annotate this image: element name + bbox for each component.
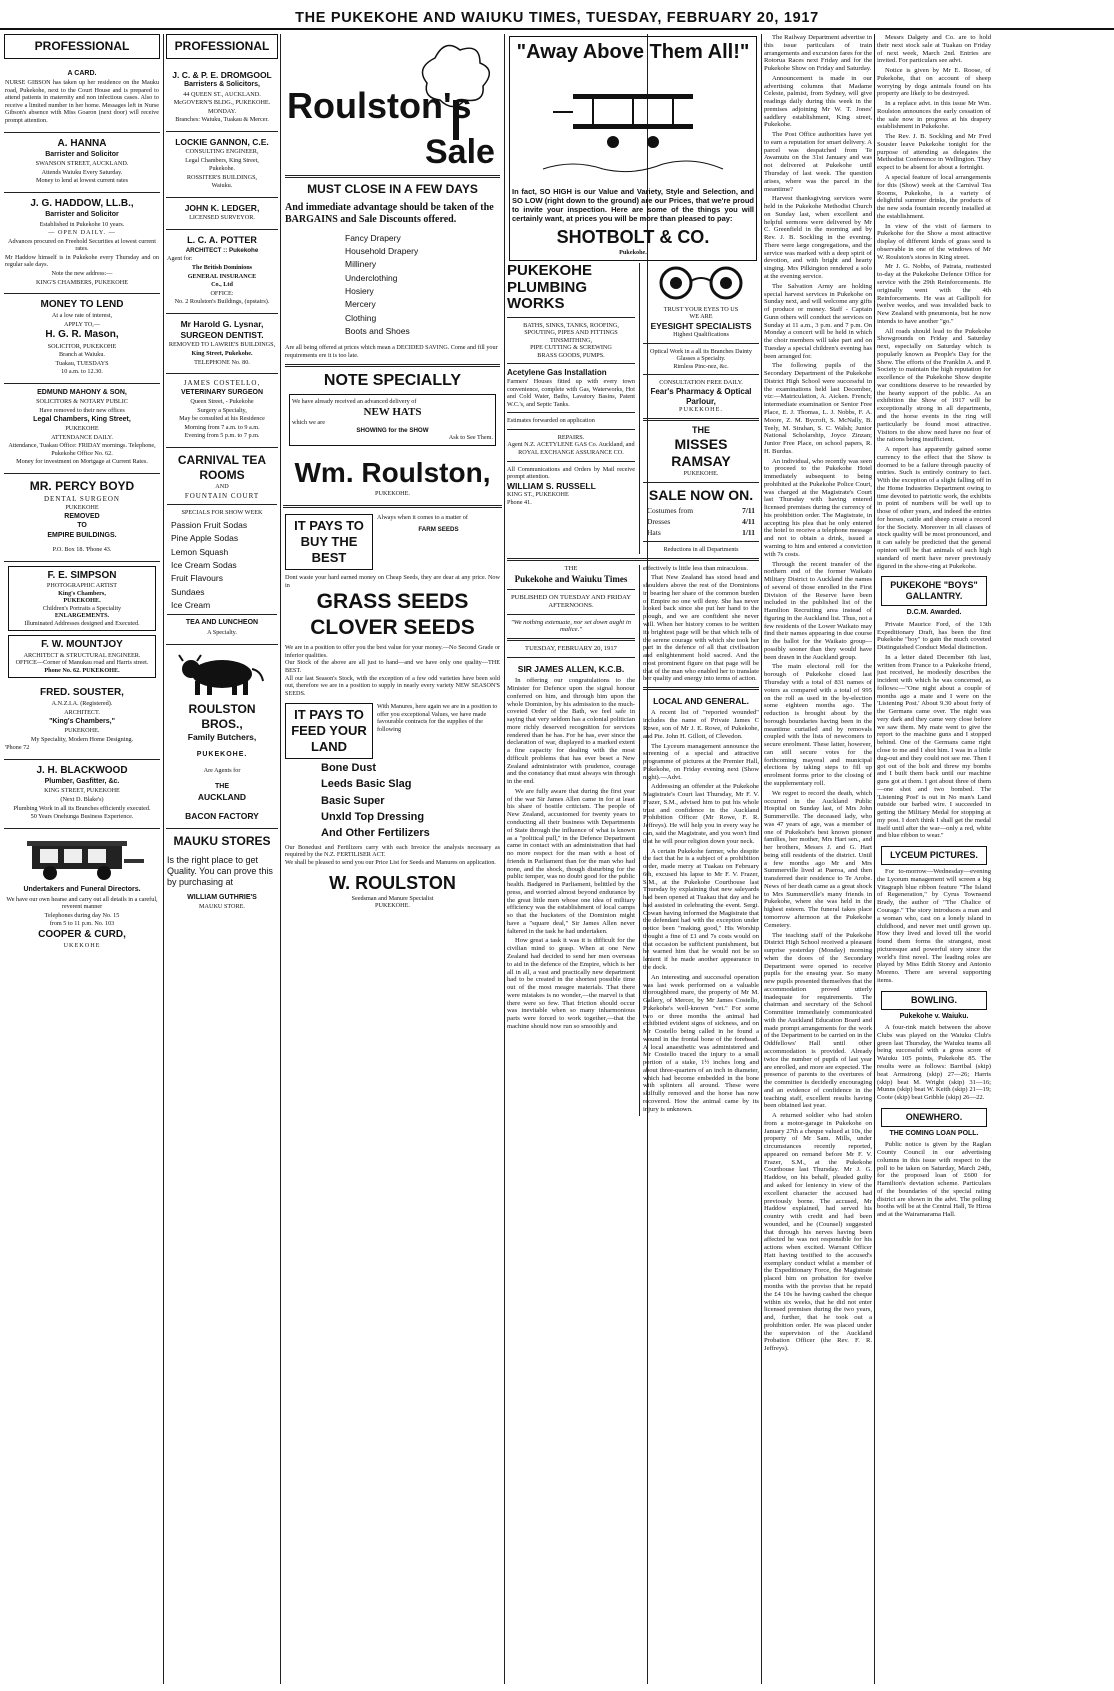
- column-rule: [504, 34, 505, 1684]
- spectacles-icon: [646, 263, 756, 303]
- price-row: Costumes from 7/11: [647, 505, 755, 515]
- ad-potter: L. C. A. POTTER ARCHITECT :: Pukekohe Agent for: The British Dominions GENERAL INSURANCE Co., Ltd OFFICE: No. 2 Roulston's Buildings, (upstairs).: [166, 230, 278, 314]
- ad-mauku-stores: MAUKU STORES Is the right place to get Quality. You can prove this by purchasing at WILLIAM GUTHRIE'S MAUKU STORE.: [167, 834, 273, 911]
- ad-shotbolt: "Away Above Them All!" In fact, SO HIGH is our Value and Variety, Style and Selection, and SO LOW (right down to the ground) are our Prices, that we're proud to invite your inspection. Here are some of the things you will certainly want, at prices you will be more than pleased to pay: SHOTBOLT & CO. Pukekohe.: [509, 36, 757, 261]
- article-heading: PUKEKOHE "BOYS" GALLANTRY.: [881, 576, 987, 606]
- list-item: Passion Fruit Sodas: [171, 519, 248, 530]
- list-item: Basic Super: [321, 794, 385, 807]
- ad-mahony: EDMUND MAHONY & SON, SOLICITORS & NOTARY PUBLIC Have removed to their new offices Legal Chambers, King Street, PUKEKOHE ATTENDANCE DAILY. Attendance, Tuakau Office: FRIDAY mornings. Telephone, Pukekohe Office No. 62. Money for investment on Mortgage at Current Rates.: [4, 384, 160, 474]
- drapery-items: [285, 233, 500, 337]
- section-header: PROFESSIONAL: [166, 34, 278, 59]
- list-item: Lemon Squash: [171, 546, 229, 557]
- list-item: Fruit Flavours: [171, 573, 223, 584]
- ad-mason: MONEY TO LEND At a low rate of interest, APPLY TO,— H. G. R. Mason, SOLICITOR, PUKEKOHE Branch at Waiuku. Tuakau, TUESDAYS 10 a.m. to 12.30.: [4, 294, 160, 384]
- list-item: Ice Cream Sodas: [171, 560, 237, 571]
- list-item: Underclothing: [345, 272, 398, 283]
- ad-nurse-gibson: A CARD. NURSE GIBSON has taken up her residence on the Mauku road, Pukekohe, next to the Court House and is prepared to attend patients in maternity and non infectious cases. Also to receive a limited number in her home. Messages left in Nurse Gibson's absence with Miss Goaron (next door) will receive prompt attention.: [4, 65, 160, 133]
- list-item: Fancy Drapery: [345, 232, 401, 243]
- list-item: Mercery: [345, 299, 376, 310]
- list-item: Ice Cream: [171, 600, 211, 611]
- ad-hanna: A. HANNA Barrister and Solicitor SWANSON STREET, AUCKLAND. Attends Waiuku Every Saturday. Money to lend at lowest current rates: [4, 133, 160, 193]
- column-roulston: [283, 34, 502, 1684]
- ad-souster: FRED. SOUSTER, A.N.Z.I.A. (Registered). ARCHITECT. "King's Chambers," PUKEKOHE. My Speciality, Modern Home Designing. 'Phone 72: [4, 682, 160, 760]
- ad-gannon: LOCKIE GANNON, C.E. CONSULTING ENGINEER, Legal Chambers, King Street, Pukekohe. ROSSITER'S BUILDINGS, Waiuku.: [166, 132, 278, 198]
- hearse-icon: [12, 833, 152, 883]
- roulston-title: Roulston's: [287, 85, 472, 126]
- article-heading: SIR JAMES ALLEN, K.C.B.: [517, 663, 625, 674]
- ad-boyd: MR. PERCY BOYD DENTAL SURGEON PUKEKOHE REMOVED TO EMPIRE BUILDINGS. P.O. Box 18. 'Phone 43.: [4, 474, 160, 562]
- ad-mountjoy: F. W. MOUNTJOY ARCHITECT & STRUCTURAL ENGINEER. OFFICE—Corner of Manukau road and Harris street. Phone No. 62. PUKEKOHE.: [8, 635, 156, 678]
- list-item: Bone Dust: [321, 761, 376, 774]
- ad-roulston-sale: Roulston's Sale MUST CLOSE IN A FEW DAYS And immediate advantage should be taken of the BARGAINS and Sale Discounts offered. Fancy Drapery Household Drapery Millinery Underclothing Hosiery Mercery Clothing Boots and Shoes Are all being offered at prices which mean a DECIDED SAVING. Come and fill your requirements ere it is too late. NOTE SPECIALLY We have already received an advanced delivery of NEW HATS which we are SHOWING for the SHOW Ask to See Them. Wm. Roulston, PUKEKOHE.: [283, 34, 502, 501]
- list-item: Unxld Top Dressing: [321, 811, 425, 824]
- price-row: Dresses 4/11: [647, 516, 755, 526]
- ad-plumbing: PUKEKOHE PLUMBING WORKS BATHS, SINKS, TANKS, ROOFING, SPOUTING, PIPES AND FITTINGS TINSMITHING, PIPE CUTTING & SCREWING BRASS GOODS, PUMPS. Acetylene Gas Installation Farmers' Houses fitted up with every town convenience, complete with Gas, Waterworks, Hot and Cold Water, Baths, Lavatory Basins, Patent W.C.'s, and Septic Tanks. Estimates forwarded on application REPAIRS. Agent N.Z. ACETYLENE GAS Co. Auckland, and ROYAL EXCHANGE ASSURANCE CO. All Communications and Orders by Mail receive prompt attention. WILLIAM S. RUSSELL KING ST., PUKEKOHE Phone 41.: [507, 262, 635, 506]
- list-item: And Other Fertilizers: [321, 827, 430, 840]
- column-professional-1: [4, 34, 160, 1684]
- ad-dromgool: J. C. & P. E. DROMGOOL Barristers & Solicitors, 44 QUEEN ST., AUCKLAND. McGOVERN'S BLDG., PUKEKOHE. MONDAY. Branches: Waiuku, Tuakau & Mercer.: [166, 65, 278, 132]
- carnival-items: [167, 520, 277, 611]
- column-shotbolt-times: [507, 34, 759, 1684]
- article-heading: LOCAL AND GENERAL.: [653, 696, 749, 707]
- column-news-1: The Railway Department advertise in this issue particulars of train arrangements and excursion fares for the Rotorua Races next Friday and for the Pukekohe Show on Friday and Saturday. Announcement is made in our advertising columns that Madame Celeste, palmist, from Sydney, will give readings daily during this week in the premises adjoining Mr W. T. Jones' saddlery establishment, King street, Pukekohe. The Post Office authorities have yet to earn a reputation for smart delivery. A parcel was despatched from Te Awamutu on the 31st January and was not delivered at Pukekohe until Thursday of last week. The question arises, where was the parcel in the meantime? Harvest thanksgiving services were held in the Pukekohe Methodist Church on Sunday last, when excellent and helpful sermons were delivered by Mr C. Greenfield in the morning and by Rev. J. B. Sockling in the evening. There were large congregations, and the service was marked with a deep spirit of devotion, and with bright and hearty singing. Mrs Pilkington rendered a solo at the evening service. The Salvation Army are holding special harvest services in Pukekohe on Sunday next, and will welcome any gifts of produce or money. Staff - Captain Gunn others will conduct the services on Sunday at 11 a.m., 3 p.m. and 7 p.m. On Monday a concert will be held in which the choir members will take part and on Tuesday a special children's evening has been arranged for. The following pupils of the Secondary Department of the Pukekohe District High School were successful in the examinations held last December, viz:—Matriculation, A. Aicken. French; intermediate examination or Senior Free Place, E. J. Thomas, L. J. Nobbs, F. A. Moore, Z. M. Bycroft, S. McNally, B. Teely, M. Strahan, S. C. Walsh; Junior National Scholarship, Joyce Zinzan; Junior Free Place, on school papers, R. H. Burdus. An individual, who recently was seen to proceed to the Pukekohe Hotel immediately subsequent to being prohibited at the Pukekohe Police Court, was charged at the Magistrate's Court last Thursday with having entered licensed premises during the currency of his prohibition order. The Magistrate, in accepting his plea that he only entered the hotel to receive a telephone message and not to obtain a drink, issued a warning to him and entered a conviction with 7s costs. Through the recent transfer of the northern end of the former Waikato Military District to Auckland the names of several of those enrolled in the First Division of the Reserve have been included in the published list of the Hamilton Recruiting area instead of figuring in the Auckland list. Thus, not a few residents of the Lower Waikato may find their names appearing in due course in the ballot for the Waikato group—possibly sooner than they would have been drawn in the Auckland group. The main electoral roll for the borough of Pukekohe closed last Thursday with a total of 831 names of voters as compared with a total of 995 on the roll as used in the by-election some eighteen months ago. The reduction is brought about by the borough boundaries having been in the meantime curtailed and by removals coupled with the lists of newcomers to secure enrolment. These latter, however, can still secure votes for the forthcoming mayoral and municipal elections by taking steps to fill up enrolment forms prior to the closing of the supplementary roll. We regret to record the death, which occurred in the Auckland Public Hospital on Sunday last, of Mrs John Summerville. The deceased lady, who was 47 years of age, was a member of one of Pukekohe's best known pioneer families, her mother, Mrs Hart sen., and her brothers, Messrs J. and G. Hart being still residents of the district. Until a few months ago Mr and Mrs Summerville lived at Paeroa, and then transferred their residence to Te Arobe. News of her death came as a great shock to Mrs Summerville's many friends in Pukekohe, where she was held in the highest esteem. The funeral takes place tomorrow afternoon at the Pukekohe Cemetery. The teaching staff of the Pukekohe District High School received a pleasant surprise yesterday (Monday) morning when the doors of the Secondary Department were opened to receive pupils for the ensuing year. So many new pupils presented themselves that the accommodation proved utterly inadequate for requirements. The chairman and secretary of the School Committee immediately communicated with the Auckland Education Board and made prompt arrangements for the work of the Department to be carried on in the Oddfellows' Hall until other accommodation is provided. Already twice the number of pupils of last year are enrolled, and more are expected. The presence of parents to the overtures of the committee is decidedly encouraging and an evidence of confidence in the teaching staff, excellent results having been obtained last year. A returned soldier who had stolen from a motor-garage in Pukekohe on January 27th a cheque valued at 10s, the property of Mr Sam. Mills, under circumstances recently reported, appeared on remand before Mr F. V. Frazer, S.M., at the Pukekohe Courthouse last Thursday. Mr J. G. Haddow, on his behalf, pleaded guilty and asked for leniency in view of the excellent character the accused had previously borne. The accused, Mr Haddow explained, had served his country with credit and had been wounded, and he (Counsel) suggested that through his nerves having been affected he was not responsible for his actions when excited. Warrant Officer Hatt having testified to the accused's exemplary conduct whilst a member of the Expeditionary Force, the Magistrate placed him on probation for twelve months with the proviso that he repaid the £4 10s he having cashed the cheque within six weeks, that he did not enter licensed premises during the two years, and, further, that he took out a prohibition order. He was placed under the supervision of the Auckland Probation Officer (the Rev. F. R. Jeffreys).: [764, 34, 872, 1353]
- column-rule: [163, 34, 164, 1684]
- ad-cooper-curd: Undertakers and Funeral Directors. We have our own hearse and carry out all details in a careful, reverent manner Telephones during day No. 15 from 5 to 11 p.m. No. 103 COOPER & CURD, UKEKOHE: [4, 829, 160, 957]
- fertilizer-items: [285, 762, 500, 841]
- list-item: Boots and Shoes: [345, 326, 410, 337]
- column-rule: [874, 34, 875, 1684]
- article-heading: BOWLING.: [881, 991, 987, 1010]
- article-heading: LYCEUM PICTURES.: [881, 846, 987, 865]
- list-item: Clothing: [345, 312, 377, 323]
- bull-icon: [177, 649, 267, 699]
- ad-costello: JAMES COSTELLO, VETERINARY SURGEON Queen Street, - Pukekohe Surgery a Specialty, May be consulted at his Residence Morning from 7 a.m. to 9 a.m. Evening from 5 p.m. to 7 p.m.: [166, 374, 278, 448]
- list-item: Hosiery: [345, 285, 374, 296]
- ad-haddow: J. G. HADDOW, LL.B., Barrister and Solicitor Established in Pukekohe 10 years. — OPEN DAILY. — Advances procured on Freehold Securities at lowest current rates. Mr Haddow himself is in Pukekohe every Thursday and on regular sale days. Note the new address:— KING'S CHAMBERS, PUKEKOHE: [4, 193, 160, 294]
- price-row: Hats 1/11: [647, 527, 755, 537]
- ad-roulston-bros: ROULSTON BROS., Family Butchers, PUKEKOHE. Are Agents for THE AUCKLAND BACON FACTORY: [166, 645, 278, 829]
- column-news-2: Messrs Dalgety and Co. are to hold their next stock sale at Tuakau on Friday of next week, March 2nd. Entries are invited. For particulars see advt. Notice is given by Mr E. Roose, of Pukekohe, that on account of sheep worrying by dogs animals found on his property are likely to be destroyed. In a replace advt. in this issue Mr Wm. Roulston announces the early cessation of the sale now in progress at his drapery establishment in Pukekohe. The Rev. J. B. Sockling and Mr Fred Souster leave Pukekohe tonight for the purpose of attending as delegates the Methodist Conference in Wellington. They expect to be absent for about a fortnight. A special feature of local arrangements for this (Show) week at the Carnival Tea Rooms, Pukekohe, is a variety of delightful summer drinks, the products of the new soda fountain recently installed at the establishment. In view of the visit of farmers to Pukekohe for the Show a most attractive display of different kinds of grass seed is observable in one of the windows of Mr W. Roulston's stores in King street. Mr J. G. Nobbs, of Patrata, reattested to-day at the Pukekohe Defence Office for service with the 29th Reinforcements. He originally went with the 4th Reinforcements. He was at Gallipoli for twelve weeks, and was invalided back to New Zealand with pneumonia, but he now intends to have another "go." All roads should lead to the Pukekohe Showgrounds on Friday and Saturday next, especially on Saturday which is popularly known as People's Day for the Show. The efforts of the Franklin A. and P. Society to maintain the high reputation for excellence of the Pukekohe Show despite war conditions deserve to be rewarded by the hearty support of the public. As an exhibition the Show of 1917 will be exceptionally strong in all departments, and the horse events in the ring will particularly be found most attractive. Visitors to the show need have no fear of the rations being insufficient. A report has apparently gained some currency to the effect that the Show is doomed to be a failure through paucity of entries. Such is entirely contrary to fact. With the exception of a slight falling off in the Home Industries Department owing to time devoted to patriotic work, the exhibits in point of numbers will be well up to those of other years, and indeed the entries for horses, cattle and sheep create a record for the Society. Moreover in all classes of stock quality will be most pronounced, and it can safely be predicted that the general opinion will be that animals of such high standard of merit have never previously figured in the show-ring at Pukekohe. PUKEKOHE "BOYS" GALLANTRY. D.C.M. Awarded. Private Maurice Ford, of the 13th Expeditionary Draft, has been the first Pukekohe "boy" to gain the much coveted Distinguished Conduct Medal distinction. In a letter dated December 6th last, written from France to a Pukekohe friend, just received, he modestly describes the incident with which he was concerned, as follows:—"One night about a couple of months ago a mate and I were on the 'Listening Post.' About 9.30 about forty of the Germans came over. The night was very dark and they came very close before we saw them. My mate went to give the report to the machine guns and I stopped behind. One of the Germans came right close to me and I shot him. I was in a little dug-out and they could not see me. Then I got out of the bolt and threw my bombs and I built them back until our machine guns got at them. I got about three of them—one shot and two bombed. The 'Listening Post' is out in No man's Land outside our barbed wire. I succeeded in getting the Military Medal for stopping at my post. I don't think I shall get the medal itself until after the war—only a red, white and blue ribbon to wear." LYCEUM PICTURES. For to-morrow—Wednesday—evening the Lyceum management will screen a big Vitagraph blue ribbon feature "The Island of Regeneration," by Cyrus Townsend Brady, the author of "The Chalice of Courage." The story introduces a man and a woman who, cast on a lonely island in childhood, and never met until grown up. How they lived and loved till the world found them forms the strangest, most picturesque and powerful story since the world's first novel. The leading roles are played by Miss Edith Storey and Antonio Moreno. There are several supporting items. BOWLING. Pukekohe v. Waiuku. A four-rink match between the above Clubs was played on the Waiuku Club's green last Thursday, the Waiuku teams all being successful with a gross score of Waiuku 105 points, Pukekohe 85. The results were as follows: Barribal (skip) beat Armstrong (skip) 27—26; Harris (skip) beat M. Wright (skip) 31—16; Munns (skip) beat W. Keith (skip) 21—19; Coote (skip) beat Gribble (skip) 26—22. ONEWHERO. THE COMING LOAN POLL. Public notice is given by the Raglan County Council in our advertising columns in this issue with respect to the poll to be taken on Saturday, March 24th, for the proposed loan of £600 for Hamilton's deviation scheme. Particulars of the boundaries of the special rating district are shown in the advt. The polling booths will be at the Central Hall, Te Hiroa and at the Wairamarama Hall.: [877, 34, 991, 1219]
- article-heading: ONEWHERO.: [881, 1108, 987, 1127]
- ad-farm-seeds: IT PAYS TO BUY THE BEST Always when it comes to a matter of FARM SEEDS Dont waste your hard earned money on Cheap Seeds, they are dear at any price. Now in GRASS SEEDS CLOVER SEEDS We are in a position to offer you the best value for your money.—No Second Grade or inferior qualities. Our Stock of the above are all just to hand—and we have only one quality—THE BEST. All our last Season's Stock, with the exception of a few odd varieties have been sold out, therefore we are in a position to supply in nearly every variety NEW SEASON'S SEEDS. IT PAYS TO FEED YOUR LAND With Manures, here again we are in a position to offer you exceptional Values, we have made favourable contracts for the supplies of the following Bone Dust Leeds Basic Slag Basic Super Unxld Top Dressing And Other Fertilizers Our Bonedust and Fertilizers carry with each Invoice the analysis necessary as required by the N.Z. FERTILISER ACT. We shall be pleased to send you our Price List for Seeds and Manures on application. W. ROULSTON Seedsman and Manure Specialist PUKEKOHE.: [285, 514, 500, 910]
- column-rule: [280, 34, 281, 1684]
- ad-lysnar: Mr Harold G. Lysnar, SURGEON DENTIST. REMOVED TO LAWRIE'S BUILDINGS, King Street, Pukekohe. TELEPHONE No. 80.: [166, 314, 278, 374]
- sale-tree-icon: [285, 38, 500, 168]
- ad-carnival: CARNIVAL TEA ROOMS AND FOUNTAIN COURT SPECIALS FOR SHOW WEEK Passion Fruit Sodas Pine Apple Sodas Lemon Squash Ice Cream Sodas Fruit Flavours Sundaes Ice Cream TEA AND LUNCHEON A Specialty.: [166, 448, 278, 645]
- list-item: Leeds Basic Slag: [321, 778, 412, 791]
- ad-fears-ramsay: TRUST YOUR EYES TO US WE ARE EYESIGHT SPECIALISTS Highest Qualifications Optical Work in a all its Branches Dainty Glasses a Specialty. Rimless Pinc-nez, &c. CONSULTATION FREE DAILY. Fear's Pharmacy & Optical Parlour, PUKEKOHE. THE MISSES RAMSAY PUKEKOHE. SALE NOW ON. Costumes from 7/11 Dresses 4/11 Hats 1/11 Reductions in all Departments: [639, 263, 759, 554]
- list-item: Household Drapery: [345, 245, 419, 256]
- article-allen: THE Pukekohe and Waiuku Times PUBLISHED ON TUESDAY AND FRIDAY AFTERNOONS. "We nothing extenuate, nor set down aught in malice." TUESDAY, FEBRUARY 20, 1917 SIR JAMES ALLEN, K.C.B. In offering our congratulations to the Minister for Defence upon the signal honour conferred on him, and through him upon the whole Dominion, by his admission to the much-coveted Order of the Bath, we feel safe in saying that very seldom has a colonial politician more richly deserved recognition for services rendered than he has. For he has, ever since the declaration of war, displayed to a marked extent a fine capacity for dealing with the most difficult problems that has ever beset a New Zealand administrator with prudence, courage and the constancy that must always win through in the end. We are fully aware that during the first year of the war Sir James Allen came in for at least his share of hostile criticism. The people of New Zealand, accustomed for twenty years to conducting all their business with Departments of State through the influence of what is known as a "political pull," in the Defence Department came in contact with an administration that had no more respect for the man with a host of friends in Parliament than for the man who had none, and the shock, though disturbing for the public temper, was no doubt good for the public health. Badgered in Parliament, belittled by the press, and worried almost beyond endurance by the great little men whose one idea of military efficiency was the establishment of local camps so that the hucksters of the Dominion might have a "square deal," Sir James Allen never faltered in the task he had undertaken. How great a task it was it is difficult for the civilian mind to grasp. When at one New Zealand had decided to send her men overseas to aid in the defence of the Empire, which is her all in all, a vast and practically new department had to be created in the shortest possible time out of the most meagre materials. That there were mistakes is no wonder,—the marvel is that there were so few. That friction should occur was inevitable when so many inharmonious parts were forced to work together,—that the machine should now run so smoothly and: [507, 564, 635, 1030]
- list-item: Millinery: [345, 259, 377, 270]
- section-header: PROFESSIONAL: [4, 34, 160, 59]
- column-professional-2: [166, 34, 278, 1684]
- ad-blackwood: J. H. BLACKWOOD Plumber, Gasfitter, &c. KING STREET, PUKEKOHE (Next D. Blake's) Plumbing Work in all its Branches efficiently executed. 50 Years Onehunga Business Experience.: [4, 760, 160, 829]
- list-item: Pine Apple Sodas: [171, 533, 239, 544]
- ad-simpson: F. E. SIMPSON PHOTOGRAPHIC ARTIST King's Chambers, PUKEKOHE. Children's Portraits a Speciality ENLARGEMENTS. Illuminated Addresses designed and Executed.: [8, 566, 156, 632]
- masthead: THE PUKEKOHE AND WAIUKU TIMES, TUESDAY, FEBRUARY 20, 1917: [0, 10, 1114, 30]
- sale-title: Sale: [425, 133, 495, 168]
- article-local: effectively is little less than miraculous. That New Zealand has stood head and shoulders above the rest of the Dominions in bearing her share of the common burden of Empire no one will deny. She has never looked back since she put her hand to the plough, and we are confident she never will. When her history comes to be written its brightest page will be that which tells of the serene courage with which she took her part in the defence of all that civilisation and enlightenment hold sacred. And the most prominent figure on that page will be that of the man who enabled her to translate her quality and energy into terms of action. LOCAL AND GENERAL. A recent list of "reported wounded" includes the name of Private James C Rowe, son of Mr J. E. Rowe, of Pukekohe, and Pte. John H. Gillott, of Clevedon. The Lyceum management announce the screening of a special and attractive programme of pictures at the Premier Hall, Pukekohe, on Friday evening next (Show night).—Advt. Addressing an offender at the Pukekohe Magistrate's Court last Thursday, Mr F. V. Frazer, S.M., advised him to put his whole trust and confidence in the Auckland Prohibition Officer (Mr Rowe, F. R. Jeffreys). He will help you in every way he can, said the Magistrate, and you won't find that he will pour religion down your neck. A certain Pukekohe farmer, who despite the fact that he is a subject of a prohibition order, made merry at Tuakau on February 6th, excused his lapse to Mr F. V. Frazer, S.M., at the Pukekohe Courthouse last Thursday by explaining that new saleyards had been opened at Tuakau that day and he had assisted in celebrating the event. Sergt. Cowan having informed the Magistrate that the defendant had with the exception under notice been "making good," His Worship thought a fine of £1 and 7s costs would on that occasion be sufficient punishment, but he warned him that he would not be so lenient if he made another appearance in the dock. An interesting and successful operation was last week performed on a valuable thoroughbred mare, the property of Mr M. Gallery, of Mercer, by Mr James Costello, Pukekohe's well-known "vet." For some two or three months the animal had exhibited evident signs of sickness, and on Mr Costello being called in he found a wound in the frontal bone of the forehead. A local anaesthetic was administered and Mr Costello traced the injury to a small portion of a stake, 1½ inches long and about three-quarters of an inch in diameter, which had become embedded in the bone with splinters all around. These were skilfully removed and the horse has now recovered. How the animal came by its injury is unknown.: [639, 565, 759, 1116]
- column-rule: [761, 34, 762, 1684]
- biplane-icon: [533, 64, 733, 184]
- ad-ledger: JOHN K. LEDGER, LICENSED SURVEYOR.: [166, 198, 278, 230]
- list-item: Sundaes: [171, 586, 205, 597]
